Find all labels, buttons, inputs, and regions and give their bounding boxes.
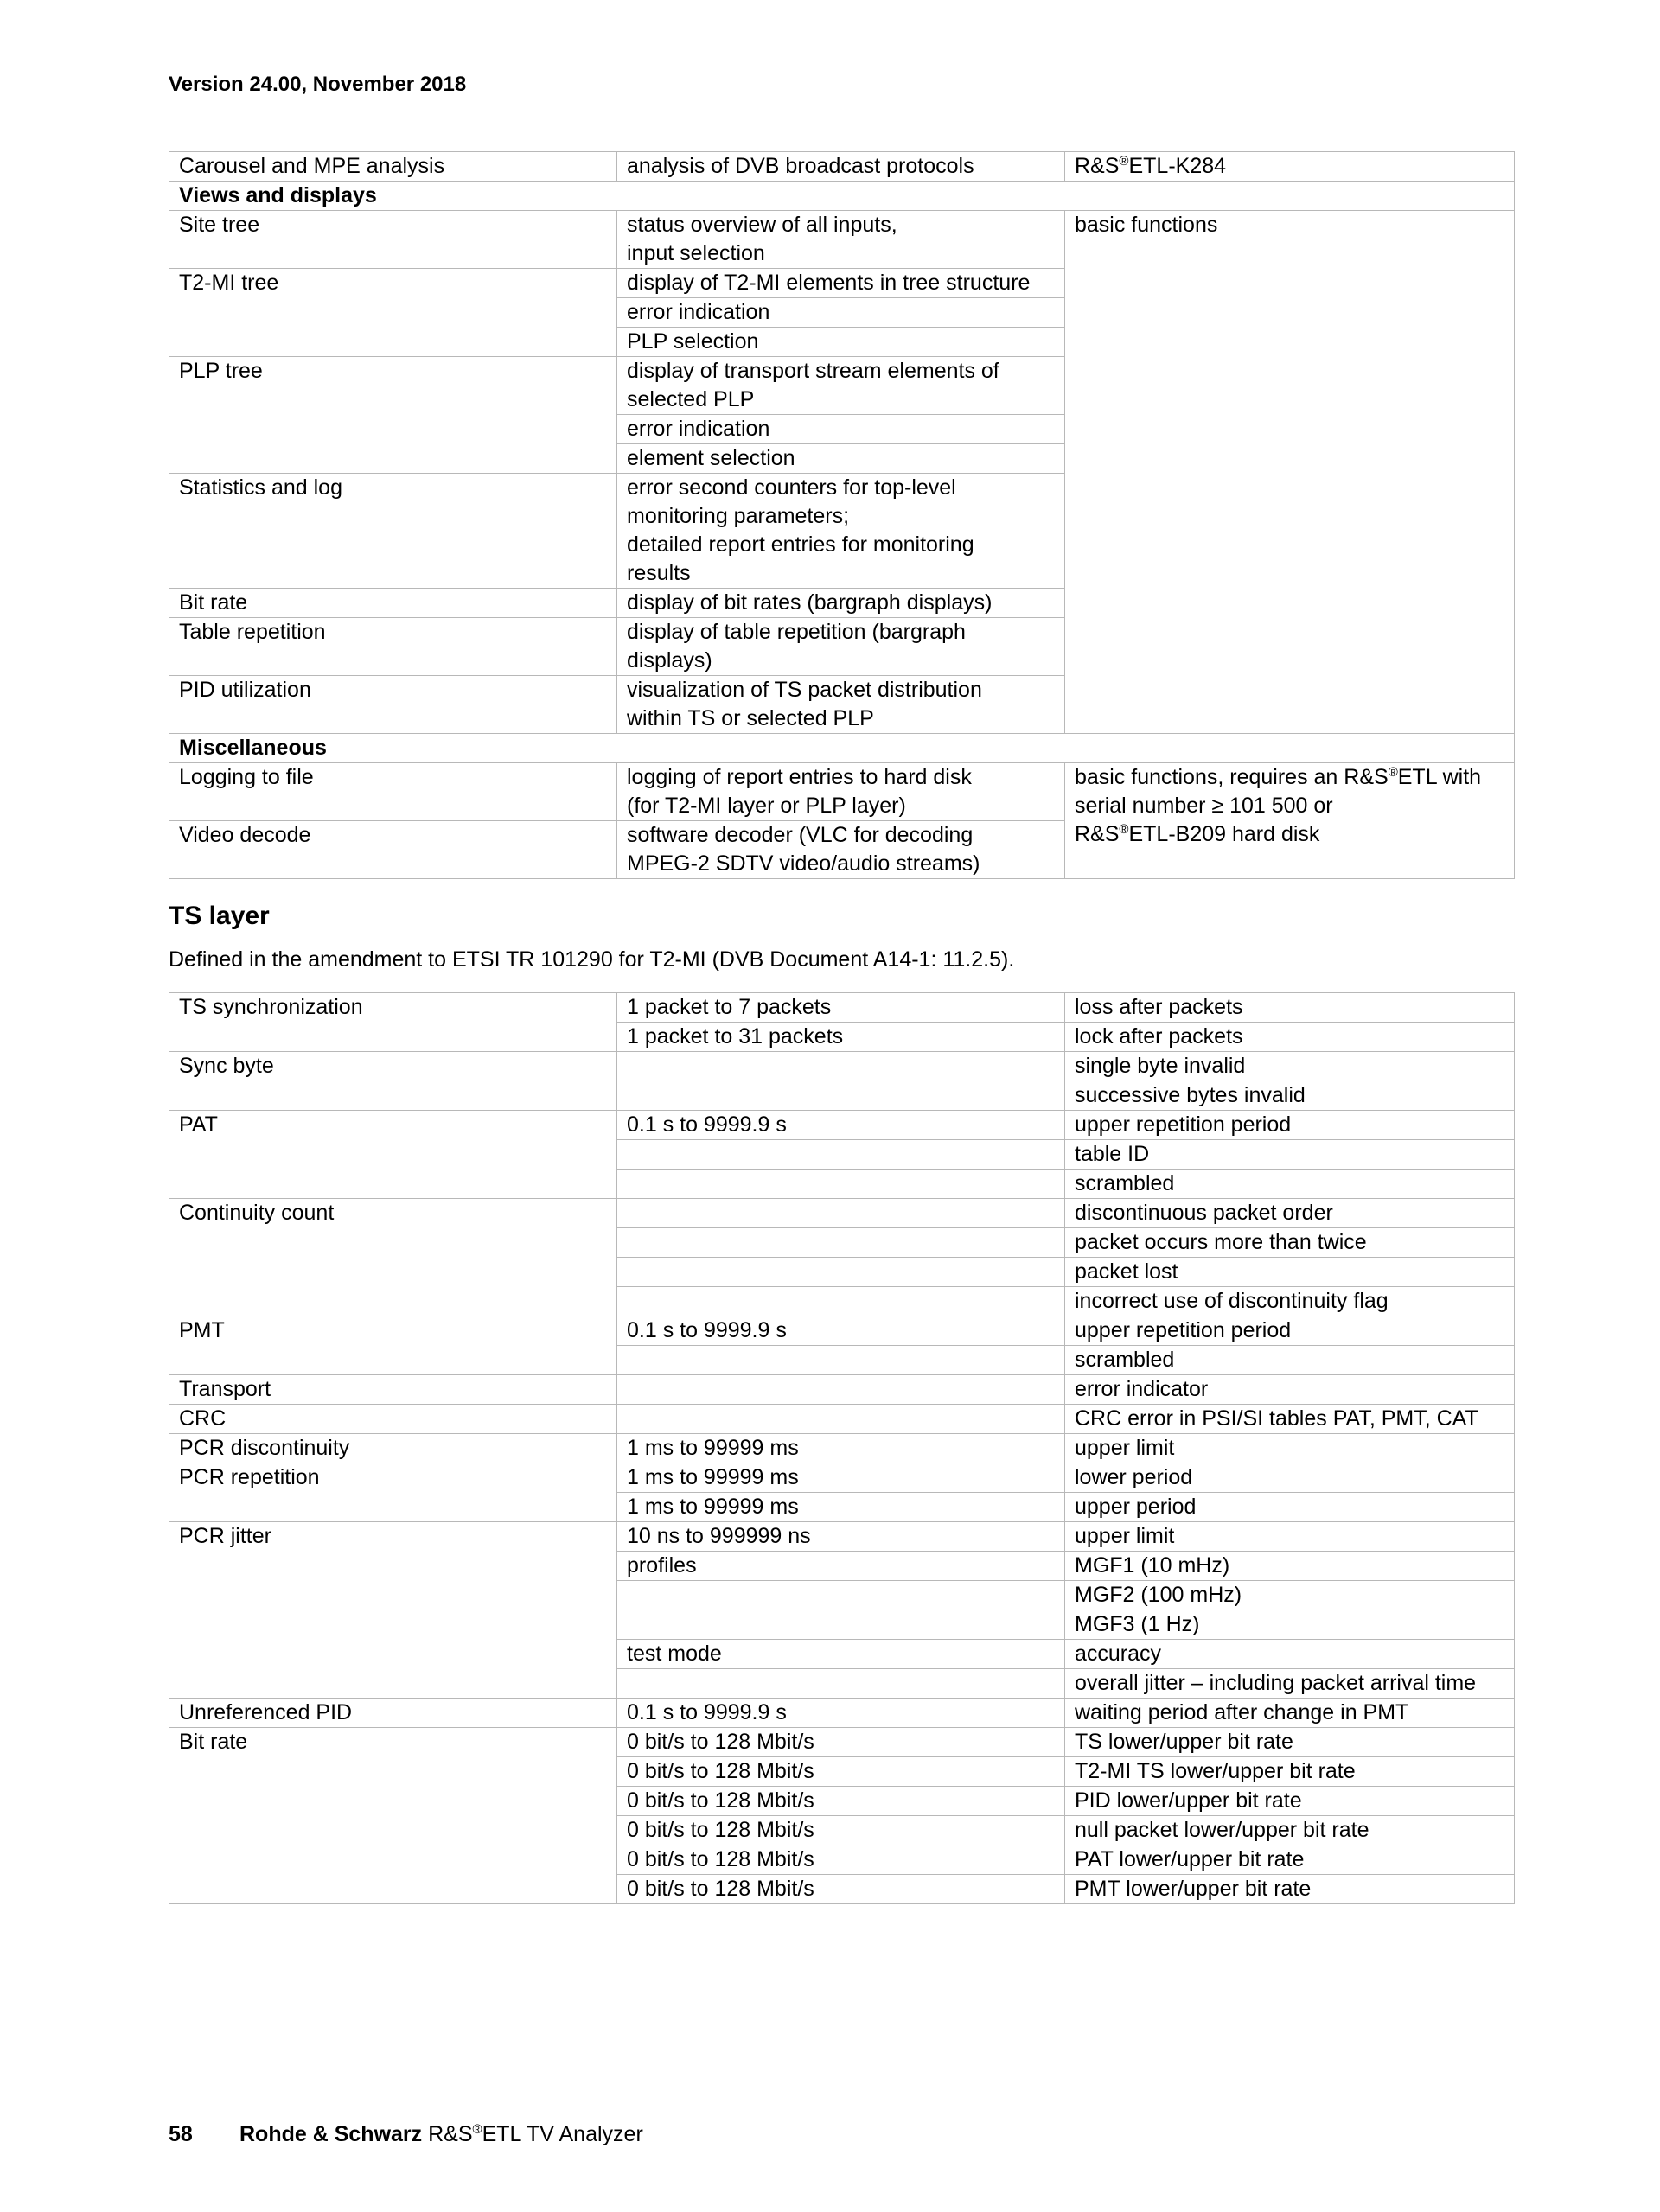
table-row [169,1199,1515,1228]
parameter-description: null packet lower/upper bit rate [1065,1816,1515,1845]
parameter-description: waiting period after change in PMT [1065,1699,1515,1728]
section-heading-row [169,734,1515,763]
table-row [169,763,1515,821]
parameter-range: 0 bit/s to 128 Mbit/s [617,1728,1065,1757]
parameter-label: TS synchronization [169,993,617,1052]
feature-description: element selection [617,444,1065,474]
parameter-description: lock after packets [1065,1023,1515,1052]
parameter-label: Continuity count [169,1199,617,1316]
parameter-range: 0 bit/s to 128 Mbit/s [617,1845,1065,1875]
parameter-description: PAT lower/upper bit rate [1065,1845,1515,1875]
ts-layer-table [169,992,1515,1904]
parameter-range: 0.1 s to 9999.9 s [617,1699,1065,1728]
parameter-range [617,1170,1065,1199]
feature-description: display of transport stream elements of selected PLP [617,357,1065,415]
parameter-range [617,1405,1065,1434]
table-row [169,1111,1515,1140]
feature-description: software decoder (VLC for decoding MPEG-2 SDTV video/audio streams) [617,821,1065,879]
parameter-range: 0 bit/s to 128 Mbit/s [617,1816,1065,1845]
parameter-range: 0 bit/s to 128 Mbit/s [617,1787,1065,1816]
parameter-description: TS lower/upper bit rate [1065,1728,1515,1757]
table-row [169,1316,1515,1346]
feature-label: Carousel and MPE analysis [169,152,617,182]
parameter-description: accuracy [1065,1640,1515,1669]
feature-label: PID utilization [169,676,617,734]
parameter-label: PCR discontinuity [169,1434,617,1463]
parameter-label: PCR repetition [169,1463,617,1522]
parameter-description: PMT lower/upper bit rate [1065,1875,1515,1904]
feature-description: display of table repetition (bargraph displays) [617,618,1065,676]
feature-description: error indication [617,298,1065,328]
parameter-description: scrambled [1065,1170,1515,1199]
parameter-description: overall jitter – including packet arrival time [1065,1669,1515,1699]
parameter-range: 0 bit/s to 128 Mbit/s [617,1757,1065,1787]
feature-label: Statistics and log [169,474,617,589]
parameter-range: 1 ms to 99999 ms [617,1463,1065,1493]
parameter-range [617,1375,1065,1405]
product-name: R&S®ETL TV Analyzer [428,2122,643,2146]
section-description: Defined in the amendment to ETSI TR 101290 for T2-MI (DVB Document A14-1: 11.2.5). [169,947,1015,972]
parameter-description: single byte invalid [1065,1052,1515,1081]
parameter-description: loss after packets [1065,993,1515,1023]
feature-label: Bit rate [169,589,617,618]
parameter-label: Sync byte [169,1052,617,1111]
parameter-description: T2-MI TS lower/upper bit rate [1065,1757,1515,1787]
feature-description: visualization of TS packet distribution within TS or selected PLP [617,676,1065,734]
parameter-range: 1 ms to 99999 ms [617,1493,1065,1522]
parameter-label: Unreferenced PID [169,1699,617,1728]
parameter-description: MGF1 (10 mHz) [1065,1552,1515,1581]
feature-label: Table repetition [169,618,617,676]
parameter-description: packet lost [1065,1258,1515,1287]
table-row [169,1375,1515,1405]
parameter-description: upper limit [1065,1522,1515,1552]
parameter-description: PID lower/upper bit rate [1065,1787,1515,1816]
parameter-range [617,1140,1065,1170]
section-heading: Views and displays [169,182,1515,211]
parameter-label: PCR jitter [169,1522,617,1699]
parameter-description: MGF3 (1 Hz) [1065,1610,1515,1640]
page-number: 58 [169,2122,193,2146]
table-row [169,1405,1515,1434]
feature-option: basic functions [1065,211,1515,734]
feature-description: status overview of all inputs, input selection [617,211,1065,269]
feature-label: T2-MI tree [169,269,617,357]
parameter-range [617,1258,1065,1287]
parameter-label: Bit rate [169,1728,617,1904]
parameter-range [617,1228,1065,1258]
parameter-label: CRC [169,1405,617,1434]
feature-description: PLP selection [617,328,1065,357]
parameter-label: Transport [169,1375,617,1405]
parameter-range [617,1669,1065,1699]
parameter-description: MGF2 (100 mHz) [1065,1581,1515,1610]
parameter-range: profiles [617,1552,1065,1581]
feature-option: R&S®ETL-K284 [1065,152,1515,182]
parameter-range [617,1199,1065,1228]
brand-name: Rohde & Schwarz [239,2122,423,2146]
parameter-description: packet occurs more than twice [1065,1228,1515,1258]
parameter-description: error indicator [1065,1375,1515,1405]
parameter-description: upper limit [1065,1434,1515,1463]
feature-label: Logging to file [169,763,617,821]
feature-description: error second counters for top-level monitoring parameters; detailed report entries for monitoring results [617,474,1065,589]
section-title: TS layer [169,902,270,930]
table-row [169,1699,1515,1728]
table-row [169,1522,1515,1552]
section-heading: Miscellaneous [169,734,1515,763]
section-heading-row [169,182,1515,211]
parameter-description: upper repetition period [1065,1316,1515,1346]
features-table [169,151,1515,879]
parameter-range: 10 ns to 999999 ns [617,1522,1065,1552]
parameter-range: 1 ms to 99999 ms [617,1434,1065,1463]
feature-description: analysis of DVB broadcast protocols [617,152,1065,182]
parameter-range: 0.1 s to 9999.9 s [617,1316,1065,1346]
parameter-description: upper period [1065,1493,1515,1522]
parameter-range [617,1346,1065,1375]
parameter-range [617,1081,1065,1111]
parameter-range: test mode [617,1640,1065,1669]
parameter-range [617,1052,1065,1081]
parameter-description: successive bytes invalid [1065,1081,1515,1111]
feature-option: basic functions, requires an R&S®ETL with serial number ≥ 101 500 or R&S®ETL-B209 hard disk [1065,763,1515,879]
feature-label: PLP tree [169,357,617,474]
feature-description: error indication [617,415,1065,444]
table-row [169,993,1515,1023]
parameter-range [617,1610,1065,1640]
parameter-range: 0.1 s to 9999.9 s [617,1111,1065,1140]
table-row [169,152,1515,182]
parameter-description: incorrect use of discontinuity flag [1065,1287,1515,1316]
feature-label: Video decode [169,821,617,879]
parameter-range [617,1287,1065,1316]
page-footer [169,2122,643,2147]
parameter-range: 0 bit/s to 128 Mbit/s [617,1875,1065,1904]
parameter-description: scrambled [1065,1346,1515,1375]
parameter-description: CRC error in PSI/SI tables PAT, PMT, CAT [1065,1405,1515,1434]
feature-description: logging of report entries to hard disk (for T2-MI layer or PLP layer) [617,763,1065,821]
parameter-description: table ID [1065,1140,1515,1170]
table-row [169,1463,1515,1493]
parameter-description: discontinuous packet order [1065,1199,1515,1228]
feature-description: display of bit rates (bargraph displays) [617,589,1065,618]
document-header: Version 24.00, November 2018 [169,73,467,96]
parameter-description: lower period [1065,1463,1515,1493]
feature-label: Site tree [169,211,617,269]
table-row [169,211,1515,269]
feature-description: display of T2-MI elements in tree structure [617,269,1065,298]
parameter-range [617,1581,1065,1610]
parameter-range: 1 packet to 31 packets [617,1023,1065,1052]
table-row [169,1052,1515,1081]
parameter-description: upper repetition period [1065,1111,1515,1140]
parameter-range: 1 packet to 7 packets [617,993,1065,1023]
table-row [169,1728,1515,1757]
parameter-label: PMT [169,1316,617,1375]
table-row [169,1434,1515,1463]
parameter-label: PAT [169,1111,617,1199]
